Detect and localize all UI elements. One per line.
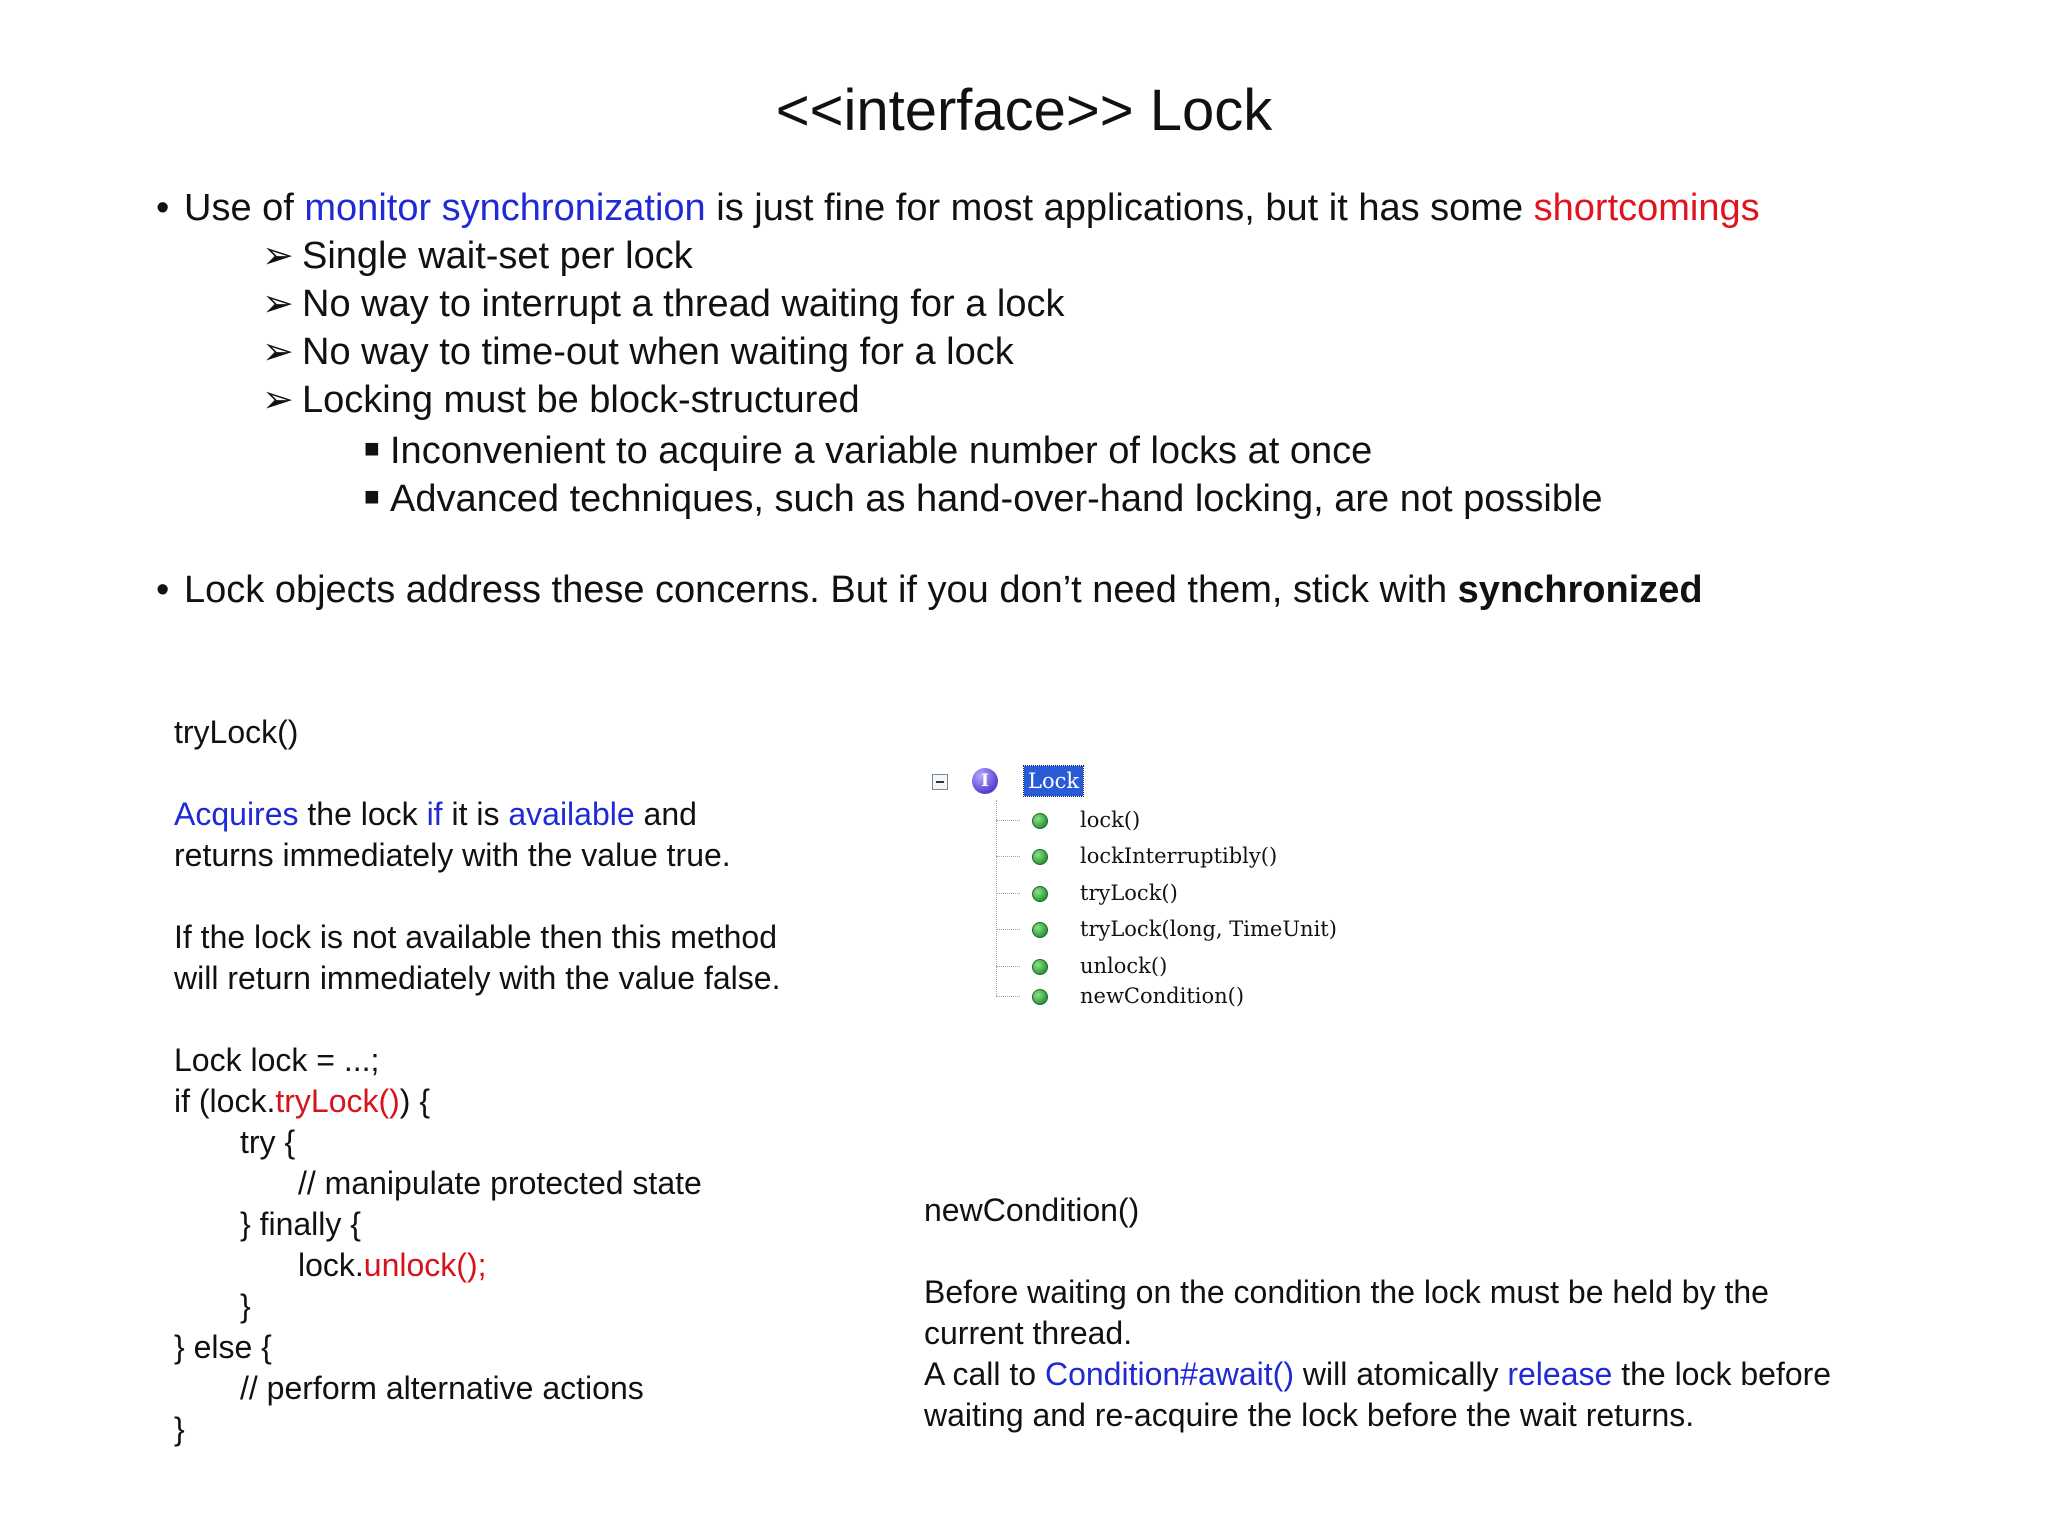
collapse-toggle-icon[interactable]: [932, 774, 948, 790]
trylock-panel: [174, 712, 780, 1450]
tree-method-newcondition[interactable]: newCondition(): [1080, 984, 1245, 1008]
tree-method-trylock[interactable]: tryLock(): [1080, 881, 1178, 905]
bullet-dot: •: [156, 187, 170, 229]
trylock-desc-line-3: If the lock is not available then this method: [174, 919, 778, 955]
square-bullet-icon: ■: [364, 433, 380, 463]
trylock-desc-line-1: Acquires the lock if it is available and: [174, 796, 697, 832]
code-line: }: [240, 1288, 251, 1324]
bullet-1: • Use of monitor synchronization is just fine for most applications, but it has some shortcomings: [156, 184, 1760, 232]
code-line: try {: [240, 1124, 296, 1160]
trylock-desc-line-4: will return immediately with the value false.: [174, 960, 781, 996]
outline-tree: [926, 762, 1396, 1022]
code-line: // manipulate protected state: [298, 1165, 702, 1201]
subsub-bullet-1: ■ Inconvenient to acquire a variable number of locks at once: [364, 424, 1372, 475]
newcondition-line-1: Before waiting on the condition the lock must be held by the: [924, 1274, 1769, 1310]
code-line: } else {: [174, 1329, 272, 1365]
code-line: Lock lock = ...;: [174, 1042, 380, 1078]
sub-bullet-1: ➢ Single wait-set per lock: [262, 232, 693, 280]
bullet-dot: •: [156, 569, 170, 611]
subsub-bullet-2: ■ Advanced techniques, such as hand-over-hand locking, are not possible: [364, 472, 1603, 523]
sub-bullet-2: ➢ No way to interrupt a thread waiting for a lock: [262, 280, 1065, 328]
tree-method-lockinterruptibly[interactable]: lockInterruptibly(): [1080, 844, 1278, 868]
sub-bullet-4: ➢ Locking must be block-structured: [262, 376, 860, 424]
code-line: // perform alternative actions: [240, 1370, 644, 1406]
trylock-heading: tryLock(): [174, 714, 299, 750]
arrow-bullet-icon: ➢: [262, 331, 294, 373]
public-method-icon: [1032, 922, 1048, 938]
public-method-icon: [1032, 886, 1048, 902]
tree-method-unlock[interactable]: unlock(): [1080, 954, 1168, 978]
public-method-icon: [1032, 989, 1048, 1005]
highlight-monitor-sync: monitor synchronization: [304, 187, 706, 229]
code-line: }: [174, 1411, 185, 1447]
keyword-synchronized: synchronized: [1457, 569, 1703, 611]
code-block: [174, 1040, 780, 1450]
code-line: } finally {: [240, 1206, 361, 1242]
trylock-desc-line-2: returns immediately with the value true.: [174, 837, 731, 873]
public-method-icon: [1032, 813, 1048, 829]
square-bullet-icon: ■: [364, 481, 380, 511]
tree-method-trylock-timed[interactable]: tryLock(long, TimeUnit): [1080, 917, 1337, 941]
public-method-icon: [1032, 959, 1048, 975]
sub-bullet-3: ➢ No way to time-out when waiting for a lock: [262, 328, 1014, 376]
newcondition-line-3: A call to Condition#await() will atomically release the lock before: [924, 1356, 1832, 1392]
newcondition-line-4: waiting and re-acquire the lock before the wait returns.: [924, 1397, 1695, 1433]
tree-root-lock[interactable]: Lock: [1024, 766, 1083, 796]
tree-method-lock[interactable]: lock(): [1080, 808, 1141, 832]
interface-icon: I: [972, 768, 998, 794]
newcondition-heading: newCondition(): [924, 1192, 1140, 1228]
newcondition-line-2: current thread.: [924, 1315, 1133, 1351]
code-line: if (lock.tryLock()) {: [174, 1083, 431, 1119]
arrow-bullet-icon: ➢: [262, 235, 294, 277]
public-method-icon: [1032, 849, 1048, 865]
newcondition-panel: [924, 1190, 1831, 1436]
highlight-shortcomings: shortcomings: [1533, 187, 1760, 229]
code-line: lock.unlock();: [298, 1247, 487, 1283]
slide-title: <<interface>> Lock: [775, 78, 1273, 143]
arrow-bullet-icon: ➢: [262, 283, 294, 325]
arrow-bullet-icon: ➢: [262, 379, 294, 421]
bullet-2: • Lock objects address these concerns. But if you don’t need them, stick with synchronized: [156, 566, 1703, 614]
